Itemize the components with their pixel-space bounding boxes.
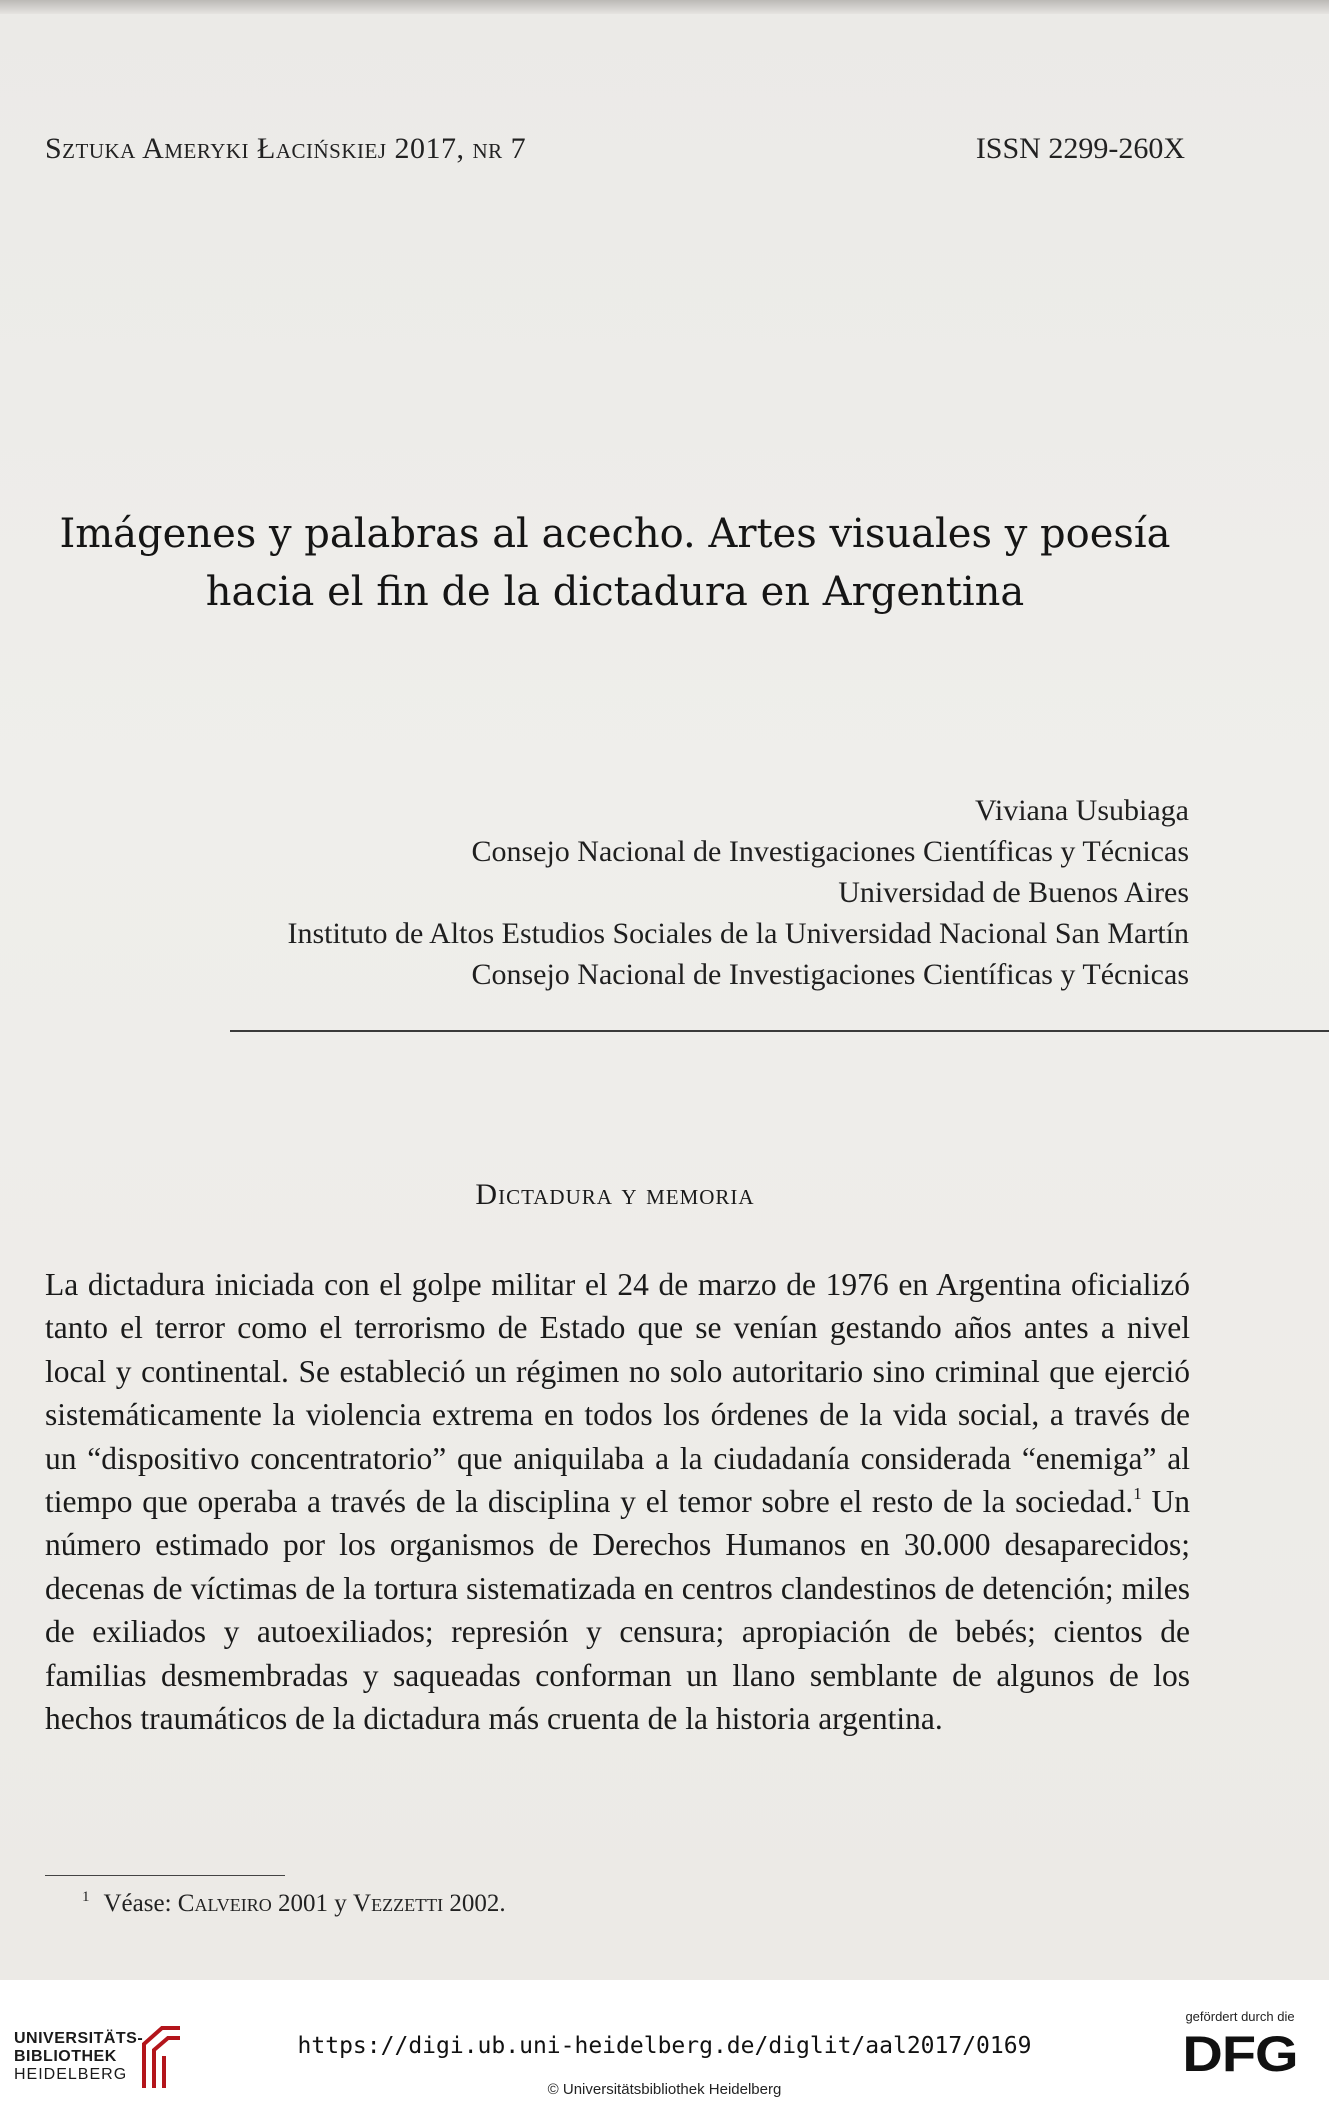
affiliation-divider: [230, 1030, 1329, 1032]
footnote-text: 2001 y: [271, 1890, 354, 1917]
author-block: [89, 790, 1189, 995]
title-line-1: Imágenes y palabras al acecho. Artes visuales y poesía: [59, 511, 1171, 557]
footnote-number: 1: [82, 1889, 90, 1905]
affiliation: Consejo Nacional de Investigaciones Científicas y Técnicas: [471, 958, 1189, 991]
affiliation: Universidad de Buenos Aires: [838, 876, 1189, 909]
affiliation: Instituto de Altos Estudios Sociales de la Universidad Nacional San Martín: [287, 917, 1189, 950]
section-heading: Dictadura y memoria: [475, 1178, 755, 1211]
funding-caption: gefördert durch die: [1185, 2009, 1295, 2024]
paragraph-text: La dictadura iniciada con el golpe militar el 24 de marzo de 1976 en Argentina oficializó tanto el terror como el terrorismo de Estado que se venían gestando años antes a nivel local y continental. Se estableció un régimen no solo autoritario sino criminal que ejerció sistemáticamente la violencia extrema en todos los órdenes de la vida social, a través de un “dispositivo concentratorio” que aniquilaba a la ciudadanía considerada “enemiga” al tiempo que operaba a través de la disciplina y el temor sobre el resto de la sociedad.: [45, 1267, 1190, 1520]
footnote-prefix: Véase:: [103, 1890, 178, 1917]
affiliation: Consejo Nacional de Investigaciones Científicas y Técnicas: [471, 835, 1189, 868]
article-title: [40, 505, 1190, 621]
permalink-url[interactable]: https://digi.ub.uni-heidelberg.de/diglit/aal2017/0169: [297, 2033, 1032, 2059]
running-header: [45, 132, 1185, 166]
scan-edge: [0, 0, 1329, 14]
footnote: [82, 1890, 506, 1918]
logo-text: HEIDELBERG: [14, 2066, 128, 2083]
logo-text: UNIVERSITÄTS-: [14, 2030, 144, 2047]
paragraph-text: Un número estimado por los organismos de Derechos Humanos en 30.000 desaparecidos; decenas de víctimas de la tortura sistematizada en centros clandestinos de detención; miles de exiliados y autoexiliados; represión y censura; apropiación de bebés; cientos de familias desmembradas y saqueadas conforman un llano semblante de algunos de los hechos traumáticos de la dictadura más cruenta de la historia argentina.: [45, 1484, 1190, 1737]
footnote-author: Vezzetti: [353, 1890, 444, 1917]
footnote-reference[interactable]: 1: [1133, 1484, 1142, 1504]
footnote-text: 2002.: [443, 1890, 506, 1917]
journal-citation: Sztuka Ameryki Łacińskiej 2017, nr 7: [45, 132, 527, 165]
copyright-notice: © Universitätsbibliothek Heidelberg: [547, 2081, 782, 2098]
dfg-logo[interactable]: DFG: [1182, 2025, 1298, 2082]
title-line-2: hacia el fin de la dictadura en Argentina: [205, 569, 1025, 615]
author-name: Viviana Usubiaga: [975, 794, 1189, 827]
issn: ISSN 2299-260X: [975, 132, 1185, 165]
logo-text: BIBLIOTHEK: [14, 2048, 117, 2065]
footnote-author: Calveiro: [177, 1890, 272, 1917]
footnote-divider: [45, 1875, 285, 1876]
body-paragraph: [45, 1263, 1190, 1740]
